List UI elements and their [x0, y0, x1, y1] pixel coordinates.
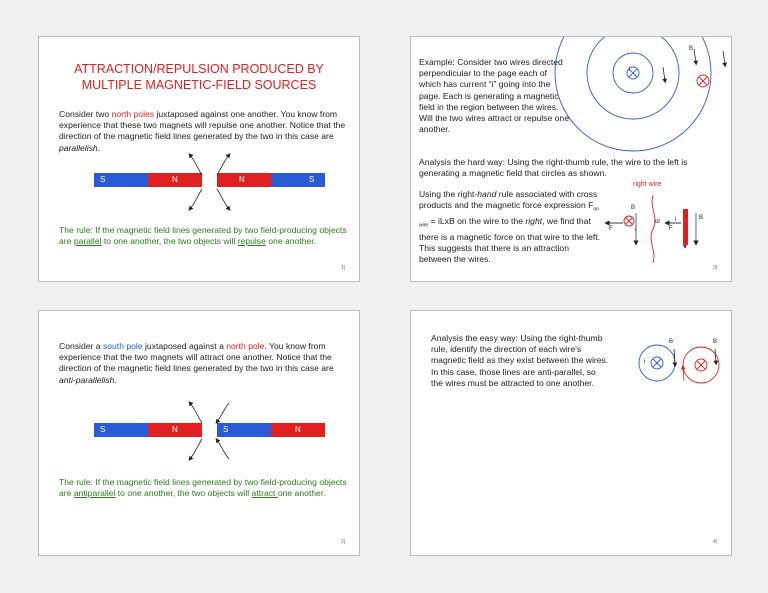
right-hand-rule-text: Using the right-hand rule associated with cross products and the magnetic force expression $F_{on wire}$ = iLxB on the wire to the right, we find that there is a magnetic force on that wire to the left. This suggests that there is an attraction between the wires. — [419, 189, 601, 265]
magnet-left: S N — [94, 423, 202, 437]
title-line-1: ATTRACTION/REPULSION PRODUCED BY — [74, 62, 324, 76]
page-number: 3) — [713, 265, 718, 271]
right-wire-label: right wire — [633, 181, 662, 188]
wire-fields-easy — [411, 311, 731, 555]
title-line-2: MULTIPLE MAGNETIC-FIELD SOURCES — [81, 78, 317, 92]
easy-way-text: Analysis the easy way: Using the right-thumb rule, identify the direction of each wire's magnetic field as they exist between the wires. In this case, those lines are anti-parallel, so the wires must be attracted to one another. — [431, 333, 609, 388]
i-label: i — [629, 67, 631, 73]
north-pole-text: north pole — [226, 341, 265, 351]
slide-1-intro: Consider two north poles juxtaposed against one another. You know from experience that these two magnets will repulse one another. Notice that the direction of the magnetic field lines generated by the two in this case are parallelish. — [59, 109, 346, 153]
b-label: B — [689, 46, 694, 52]
slide-3-intro: Consider a south pole juxtaposed against a north pole. You know from experience that the two magnets will attract one another. Notice that the direction of the magnetic field lines generated by the two in this case are anti-parallelish. — [59, 341, 334, 385]
b-label-right: B — [713, 339, 718, 345]
magnet-left: S N — [94, 173, 202, 187]
south-pole-text: south pole — [102, 341, 143, 351]
hard-way-text: Analysis the hard way: Using the right-thumb rule, the wire to the left is generating a magnetic field that circles as shown. — [419, 157, 688, 179]
field-lines-attract — [39, 311, 359, 555]
magnet-right: N S — [217, 173, 325, 187]
b-label-left: B — [669, 339, 674, 345]
page-number: 4) — [713, 539, 718, 545]
slide-2: Example: Consider two wires directed perpendicular to the page each of which has current “i” going into the page. Each is generating a magnetic field in the region between the wires. Will the two wires attract or repulse one another. B i Analysis the hard way: Using the right-thumb rule, the wire to the left is generating a magnetic field that circles as shown. Using the right-hand rule associated with cross products and the magnetic force expression $F_{on wire}$ = iLxB on the wire to the right, we find that there is a magnetic force on that wire to the left. This suggests that there is an attraction between the wires. right wire B F i or B i F 3) — [410, 36, 732, 282]
slide-1 — [38, 36, 360, 282]
repulse-rule: The rule: If the magnetic field lines generated by two field-producing objects are parallel to one another, the two objects will repulse one another. — [59, 225, 347, 247]
i-label: i — [644, 359, 646, 365]
example-text: Example: Consider two wires directed perpendicular to the page each of which has current “i” going into the page. Each is generating a magnetic field in the region between the wires. Will the two wires attract or repulse one another. — [419, 57, 569, 135]
magnet-right: S N — [217, 423, 325, 437]
page-number: 2) — [341, 539, 346, 545]
north-poles-text: north poles — [111, 109, 155, 119]
slide-4 — [410, 310, 732, 556]
slide-3 — [38, 310, 360, 556]
or-label: or — [655, 219, 661, 225]
attract-rule: The rule: If the magnetic field lines generated by two field-producing objects are antiparallel to one another, the two objects will attract one another. — [59, 477, 347, 499]
page-number: 1) — [341, 265, 346, 271]
force-diagram — [411, 37, 731, 281]
